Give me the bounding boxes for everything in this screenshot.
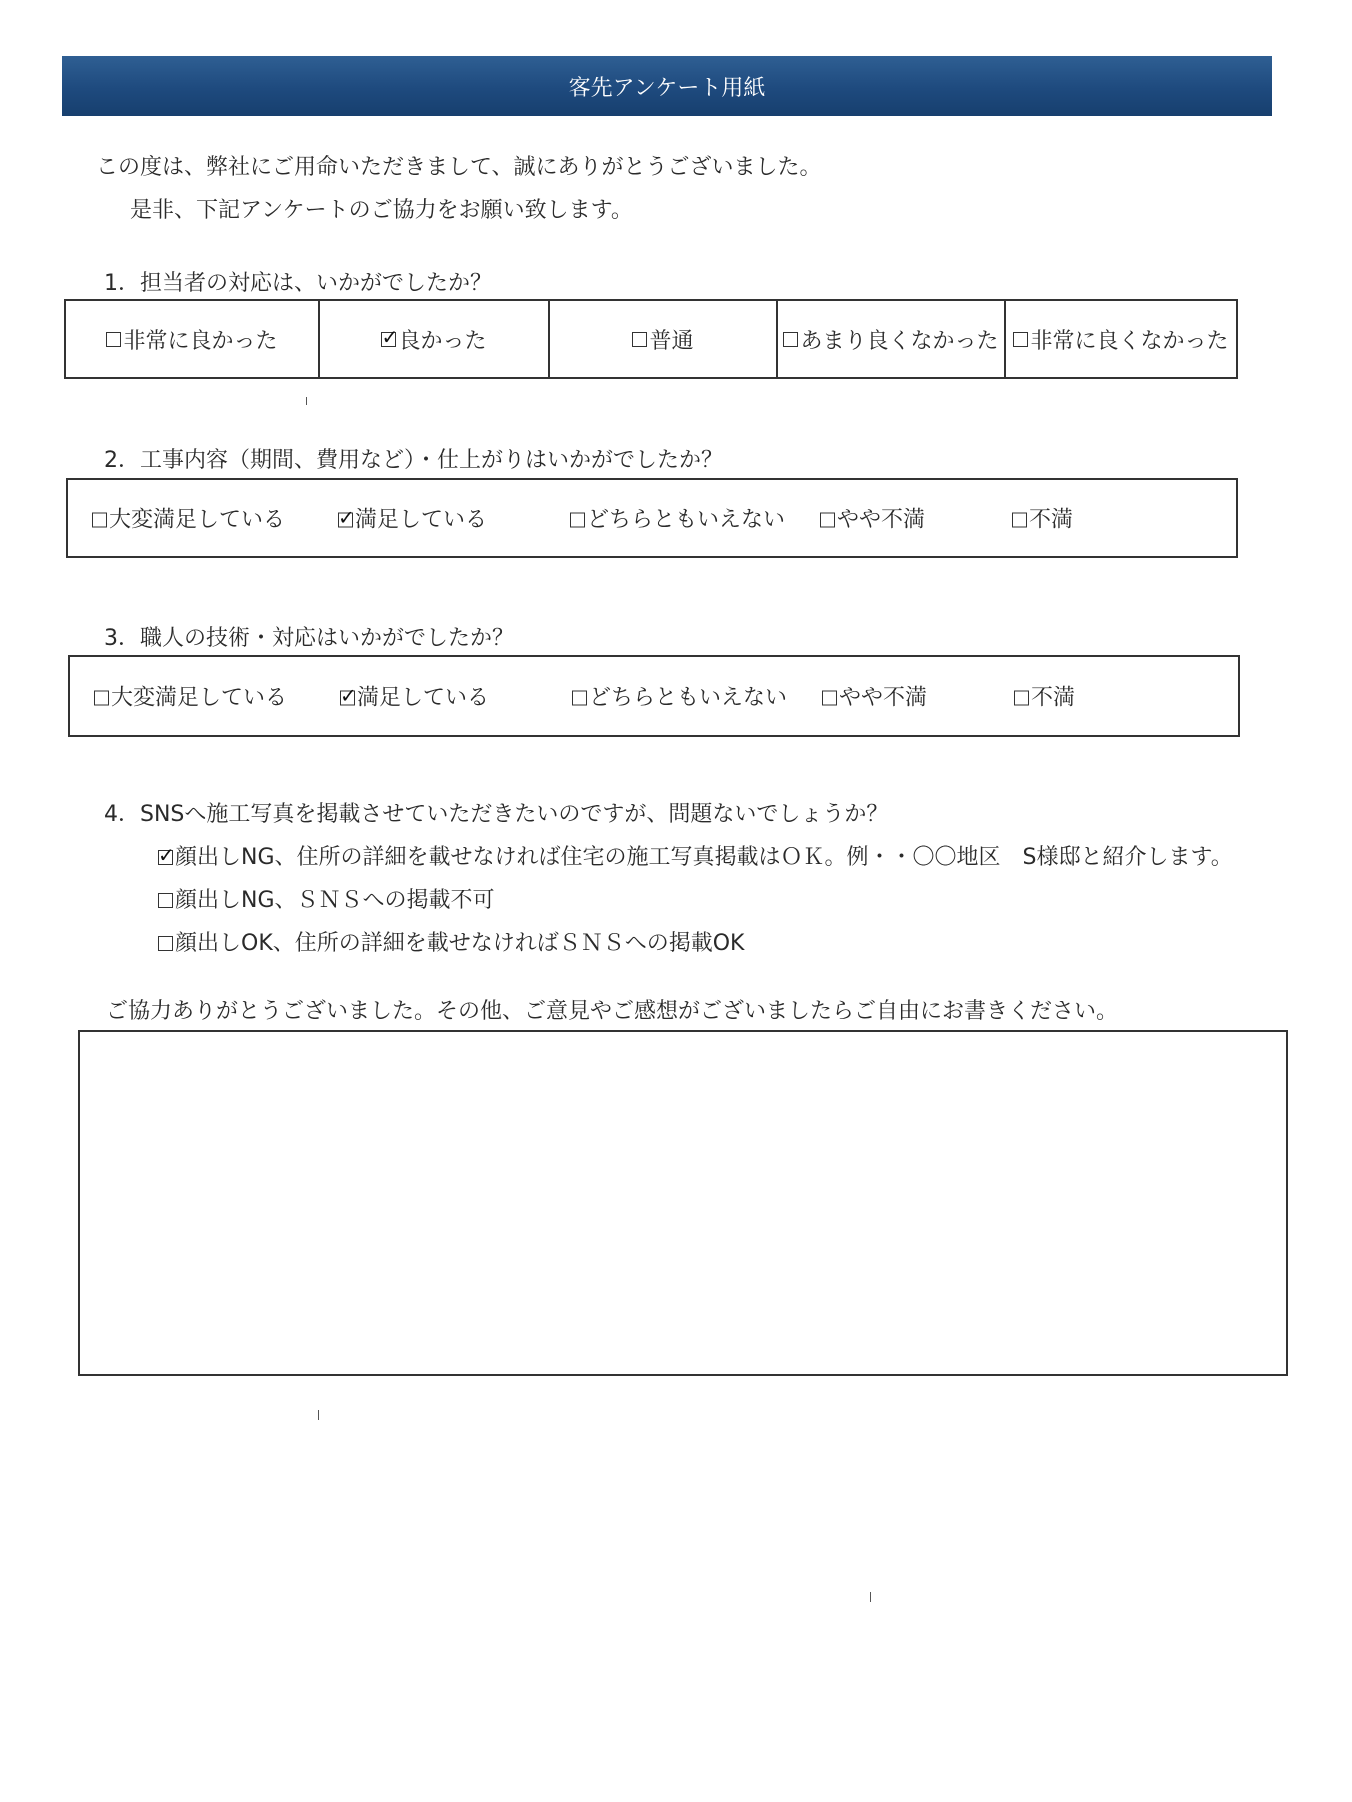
q3-option-very-satisfied[interactable] bbox=[94, 681, 287, 712]
intro-line-2: 是非、下記アンケートのご協力をお願い致します。 bbox=[130, 198, 633, 223]
checkbox[interactable] bbox=[820, 513, 835, 528]
question-2-label: 2．工事内容（期間、費用など）・仕上がりはいかがでしたか？ bbox=[104, 448, 723, 473]
closing-message: ご協力ありがとうございました。その他、ご意見やご感想がございましたらご自由にお書きください。 bbox=[106, 999, 1119, 1024]
q2-option-satisfied[interactable] bbox=[338, 503, 487, 534]
checkbox[interactable] bbox=[572, 691, 587, 706]
question-1-options bbox=[64, 299, 1238, 379]
scan-speck bbox=[870, 1592, 871, 1602]
option-label: どちらともいえない bbox=[587, 507, 786, 533]
q2-option-very-satisfied[interactable] bbox=[92, 503, 285, 534]
option-label: やや不満 bbox=[837, 507, 926, 533]
option-label: 大変満足している bbox=[109, 507, 286, 533]
check-mark-icon: ✓ bbox=[338, 505, 355, 530]
q3-option-neutral[interactable] bbox=[572, 681, 787, 712]
q2-option-neutral[interactable] bbox=[570, 503, 785, 534]
option-label: 満足している bbox=[357, 685, 490, 711]
checkbox[interactable] bbox=[158, 893, 173, 908]
comments-textarea[interactable] bbox=[78, 1030, 1288, 1376]
checkbox[interactable] bbox=[1014, 691, 1029, 706]
q1-option-very-good[interactable] bbox=[66, 301, 320, 377]
checkbox[interactable] bbox=[92, 513, 107, 528]
q1-option-average[interactable] bbox=[550, 301, 778, 377]
checkbox[interactable] bbox=[822, 691, 837, 706]
checkbox[interactable] bbox=[340, 683, 357, 708]
question-4-label: 4．SNSへ施工写真を掲載させていただきたいのですが、問題ないでしょうか？ bbox=[104, 802, 889, 827]
checkbox[interactable] bbox=[94, 691, 109, 706]
check-mark-icon: ✓ bbox=[381, 324, 399, 349]
checkbox[interactable] bbox=[158, 843, 175, 867]
option-label: 良かった bbox=[398, 328, 487, 354]
checkbox[interactable] bbox=[570, 513, 585, 528]
option-label: 大変満足している bbox=[111, 685, 288, 711]
checkbox[interactable] bbox=[1013, 332, 1028, 347]
scan-speck bbox=[306, 397, 307, 405]
checkbox[interactable] bbox=[1012, 513, 1027, 528]
question-2-options bbox=[66, 478, 1238, 558]
q1-option-very-bad[interactable] bbox=[1006, 301, 1236, 377]
checkbox[interactable] bbox=[632, 332, 647, 347]
scan-speck bbox=[318, 1410, 319, 1420]
option-label: 満足している bbox=[355, 507, 488, 533]
form-title-bar bbox=[62, 56, 1272, 116]
option-label: やや不満 bbox=[839, 685, 928, 711]
option-label: 不満 bbox=[1029, 507, 1074, 533]
check-mark-icon: ✓ bbox=[340, 683, 357, 708]
option-label: 非常に良くなかった bbox=[1030, 328, 1229, 354]
checkbox[interactable] bbox=[338, 505, 355, 530]
option-label: どちらともいえない bbox=[589, 685, 788, 711]
q4-option-face-ok-sns-ok[interactable] bbox=[158, 926, 745, 957]
option-label: 非常に良かった bbox=[123, 328, 278, 354]
q3-option-satisfied[interactable] bbox=[340, 681, 489, 712]
q4-option-face-ng-photo-ok[interactable] bbox=[158, 840, 1233, 871]
option-label: 不満 bbox=[1031, 685, 1076, 711]
option-label: 顔出しOK、住所の詳細を載せなければＳＮＳへの掲載OK bbox=[175, 931, 745, 956]
question-1-label: 1．担当者の対応は、いかがでしたか？ bbox=[104, 271, 492, 296]
q1-option-not-good[interactable] bbox=[778, 301, 1006, 377]
q2-option-dissatisfied[interactable] bbox=[1012, 503, 1073, 534]
checkbox[interactable] bbox=[106, 332, 121, 347]
q2-option-somewhat-dissatisfied[interactable] bbox=[820, 503, 925, 534]
checkbox[interactable] bbox=[381, 324, 399, 349]
option-label: あまり良くなかった bbox=[800, 328, 999, 354]
check-mark-icon: ✓ bbox=[158, 843, 175, 867]
q1-option-good[interactable] bbox=[320, 301, 550, 377]
q3-option-somewhat-dissatisfied[interactable] bbox=[822, 681, 927, 712]
option-label: 普通 bbox=[649, 328, 694, 354]
intro-line-1: この度は、弊社にご用命いただきまして、誠にありがとうございました。 bbox=[96, 155, 822, 180]
checkbox[interactable] bbox=[783, 332, 798, 347]
option-label: 顔出しNG、ＳＮＳへの掲載不可 bbox=[175, 888, 495, 913]
question-3-options bbox=[68, 655, 1240, 737]
question-3-label: 3．職人の技術・対応はいかがでしたか？ bbox=[104, 626, 514, 651]
option-label: 顔出しNG、住所の詳細を載せなければ住宅の施工写真掲載はＯＫ。例・・〇〇地区 S様邸と紹介します。 bbox=[175, 845, 1233, 870]
q4-option-sns-not-allowed[interactable] bbox=[158, 883, 495, 914]
form-title: 客先アンケート用紙 bbox=[568, 75, 766, 101]
checkbox[interactable] bbox=[158, 936, 173, 951]
q3-option-dissatisfied[interactable] bbox=[1014, 681, 1075, 712]
